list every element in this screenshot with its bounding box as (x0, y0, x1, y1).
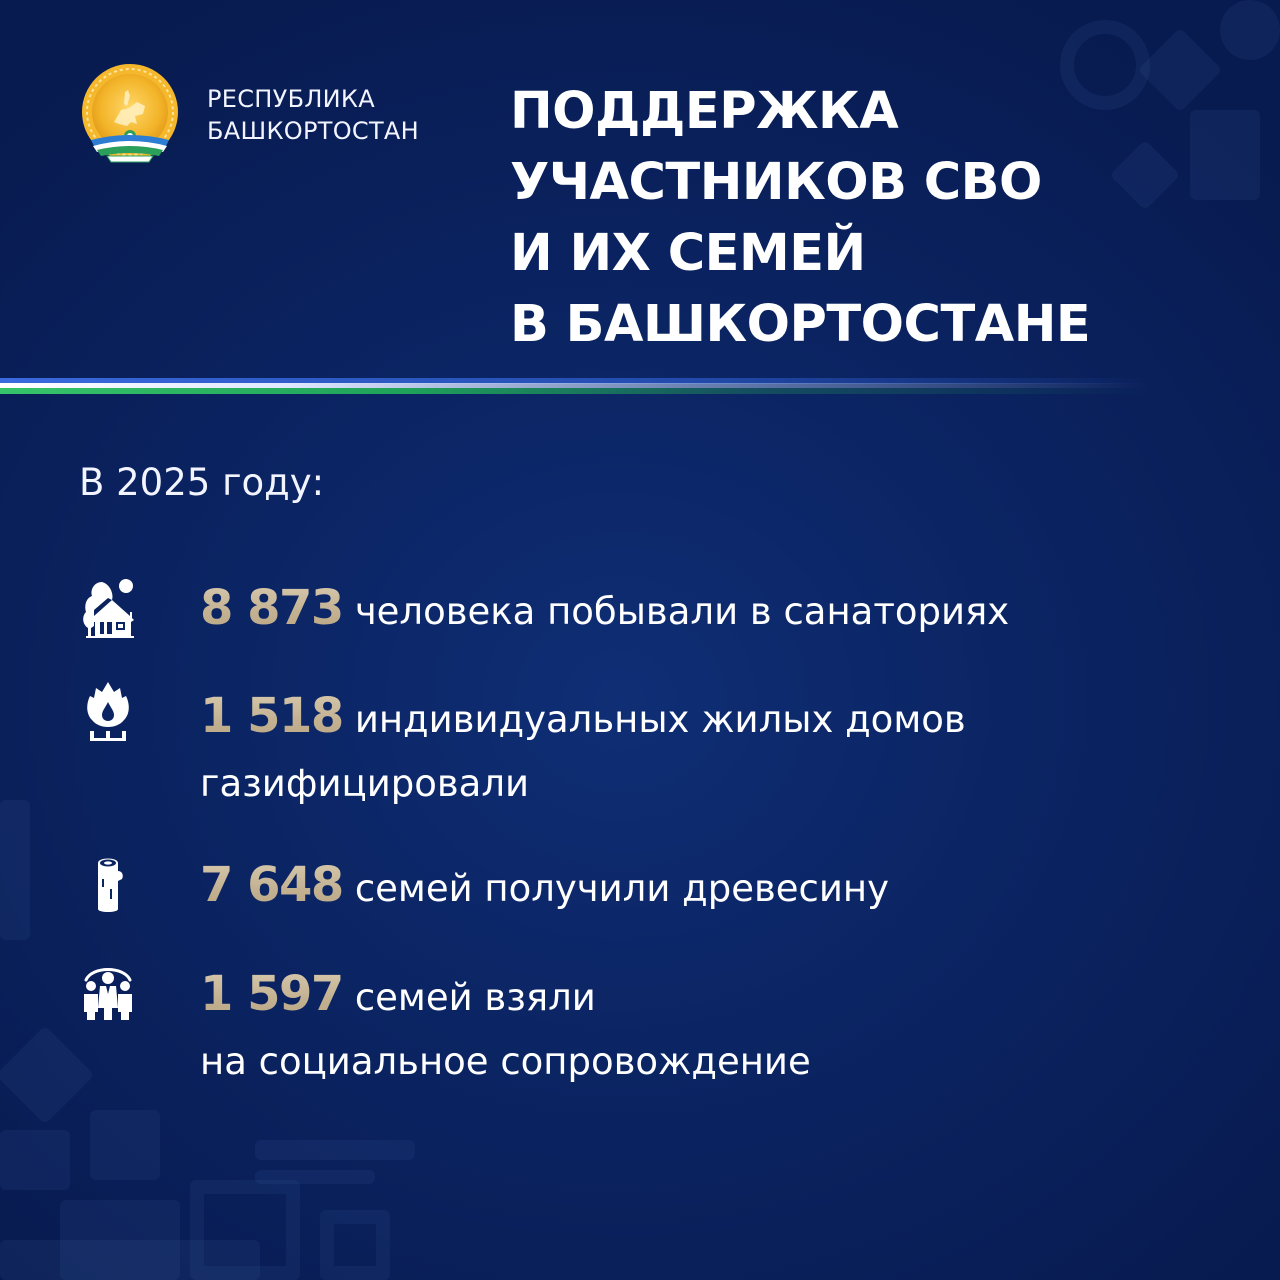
stat-line-1 (200, 853, 889, 921)
stat-line-1 (200, 684, 966, 752)
stat-number: 1 518 (200, 688, 343, 744)
stat-line-1 (200, 962, 811, 1030)
gas-flame-burner-icon (78, 678, 138, 742)
stat-description: семей взяли (354, 976, 596, 1019)
org-name (207, 83, 419, 147)
stat-text (200, 853, 889, 921)
title-line-4: В БАШКОРТОСТАНЕ (510, 295, 1091, 354)
stat-line-2: газифицировали (200, 762, 530, 805)
stat-number: 8 873 (200, 580, 343, 636)
stat-number: 7 648 (200, 857, 343, 913)
people-group-support-icon (78, 958, 138, 1022)
stat-text (200, 684, 966, 816)
logo-block (79, 62, 419, 168)
stat-description: индивидуальных жилых домов (354, 698, 966, 741)
org-name-line1: РЕСПУБЛИКА (207, 85, 375, 113)
house-trees-sun-icon (78, 576, 138, 640)
flag-stripe-divider (0, 378, 1150, 398)
org-name-line2: БАШКОРТОСТАН (207, 117, 419, 145)
stripe-green (0, 388, 1150, 394)
page-title (510, 76, 1090, 360)
title-line-1: ПОДДЕРЖКА (510, 82, 899, 141)
wood-log-icon (78, 853, 138, 917)
stat-text (200, 962, 811, 1094)
coat-of-arms-emblem-icon (79, 62, 181, 168)
stat-description: человека побывали в санаториях (354, 590, 1010, 633)
title-line-3: И ИХ СЕМЕЙ (510, 224, 866, 283)
stat-line-1 (200, 576, 1009, 644)
year-subtitle: В 2025 году: (79, 461, 325, 504)
stat-text (200, 576, 1009, 644)
stat-number: 1 597 (200, 966, 343, 1022)
stat-description: семей получили древесину (354, 867, 890, 910)
title-line-2: УЧАСТНИКОВ СВО (510, 153, 1042, 212)
stat-line-2: на социальное сопровождение (200, 1040, 811, 1083)
